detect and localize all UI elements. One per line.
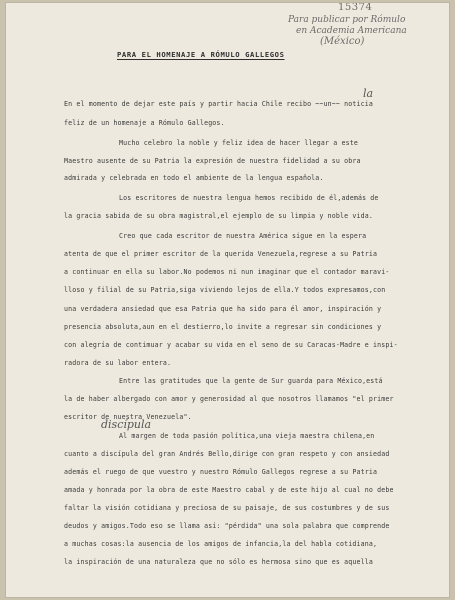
handwritten-correction-la: la: [363, 87, 374, 100]
text-line: la inspiración de una naturaleza que no sólo es hermosa sino que es aquella: [64, 558, 373, 566]
handwritten-archive-number: 15374: [338, 3, 373, 13]
text-line: presencia absoluta,aun en el destierro,lo invite a regresar sin condiciones y: [64, 323, 382, 331]
document-page: [6, 3, 449, 597]
text-line: Al margen de toda pasión política,una vieja maestra chilena,en: [119, 432, 375, 440]
text-line: escritor de nuestra Venezuela".: [64, 413, 192, 421]
text-line: Creo que cada escritor de nuestra América sigue en la espera: [119, 232, 367, 240]
text-line: Entre las gratitudes que la gente de Sur guarda para México,está: [119, 377, 383, 385]
text-line: En el momento de dejar este país y partir hacia Chile recibo ~~un~~ noticia: [64, 100, 373, 108]
text-line: feliz de un homenaje a Rómulo Gallegos.: [64, 119, 225, 127]
document-title: PARA EL HOMENAJE A RÓMULO GALLEGOS: [117, 50, 285, 59]
handwritten-note-line-1: Para publicar por Rómulo: [288, 15, 406, 25]
text-line: a continuar en ella su labor.No podemos ni nun imaginar que el contador maravi-: [64, 268, 390, 276]
text-line: amada y honrada por la obra de este Maestro cabal y de este hijo al cual no debe: [64, 486, 394, 494]
text-line: Los escritores de nuestra lengua hemos recibido de él,además de: [119, 194, 379, 202]
text-line: cuanto a discípula del gran Andrés Bello,dirige con gran respeto y con ansiedad: [64, 450, 390, 458]
text-line: atenta de que el primer escritor de la querida Venezuela,regrese a su Patria: [64, 250, 378, 258]
text-line: faltar la visión cotidiana y preciosa de su paisaje, de sus costumbres y de sus: [64, 504, 390, 512]
text-line: la de haber albergado con amor y generosidad al que nosotros llamamos "el primer: [64, 395, 394, 403]
handwritten-correction-discipula: discípula: [101, 418, 152, 431]
text-line: además el ruego de que vuestro y nuestro Rómulo Gallegos regrese a su Patria: [64, 468, 378, 476]
handwritten-note-line-3: (México): [320, 36, 365, 47]
text-line: Mucho celebro la noble y feliz idea de hacer llegar a este: [119, 139, 358, 147]
text-line: deudos y amigos.Todo eso se llama así: "pérdida" una sola palabra que comprende: [64, 522, 390, 530]
text-line: admirada y celebrada en todo el ambiente de la lengua española.: [64, 174, 324, 182]
text-line: una verdadera ansiedad que esa Patria que ha sido para él amor, inspiración y: [64, 305, 382, 313]
text-line: a muchas cosas:la ausencia de los amigos de infancia,la del habla cotidiana,: [64, 540, 378, 548]
handwritten-note-line-2: en Academia Americana: [296, 26, 407, 36]
text-line: radora de su labor entera.: [64, 359, 172, 367]
text-line: la gracia sabida de su obra magistral,el ejemplo de su limpia y noble vida.: [64, 212, 373, 220]
text-line: Maestro ausente de su Patria la expresión de nuestra fidelidad a su obra: [64, 157, 361, 165]
text-line: lloso y filial de su Patria,siga viviendo lejos de ella.Y todos expresamos,con: [64, 286, 386, 294]
text-line: con alegría de contimuar y acabar su vida en el seno de su Caracas-Madre e inspi-: [64, 341, 398, 349]
